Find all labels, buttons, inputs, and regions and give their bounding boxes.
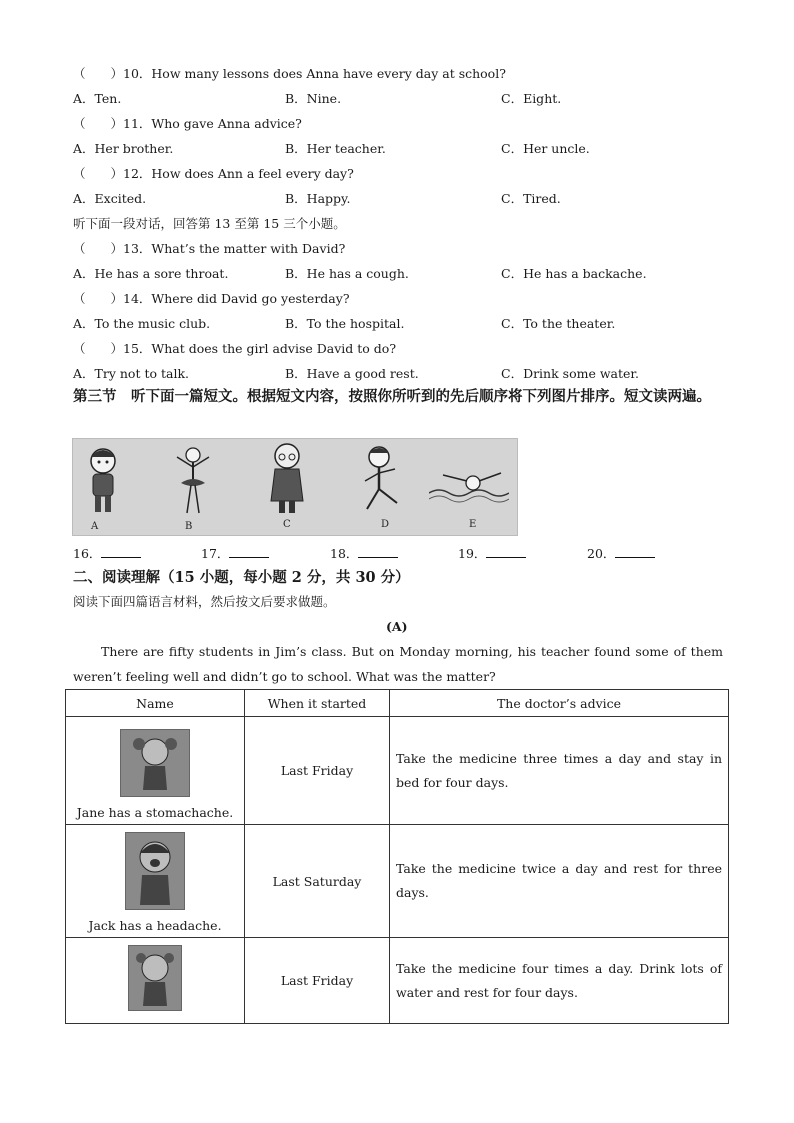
- picture-label-e: E: [469, 519, 477, 530]
- blank-underline[interactable]: [486, 545, 526, 558]
- when-cell: Last Friday: [245, 717, 390, 825]
- running-child-image: [357, 443, 405, 517]
- when-cell: Last Friday: [245, 938, 390, 1024]
- section3-heading: 第三节 听下面一篇短文。根据短文内容，按照你所听到的先后顺序将下列图片排序。短文读两遍。: [73, 388, 711, 405]
- boy-figure-image: [81, 445, 125, 517]
- blank-underline[interactable]: [229, 545, 269, 558]
- q11-option-c: C．Her uncle.: [501, 141, 590, 156]
- blank-number: 17．: [201, 546, 230, 561]
- name-cell: [66, 825, 245, 938]
- picture-label-b: B: [185, 521, 193, 532]
- blank-underline[interactable]: [358, 545, 398, 558]
- question-14: （ ）14．Where did David go yesterday?: [73, 291, 350, 306]
- q14-option-b: B．To the hospital.: [285, 316, 405, 331]
- header-when: When it started: [245, 690, 390, 717]
- q14-option-c: C．To the theater.: [501, 316, 616, 331]
- answer-blank-16[interactable]: [73, 544, 141, 562]
- part2-heading: 二、阅读理解（15 小题，每小题 2 分，共 30 分）: [73, 569, 410, 586]
- q10-option-a: A．Ten.: [73, 91, 122, 106]
- q10-option-b: B．Nine.: [285, 91, 342, 106]
- question-12: （ ）12．How does Ann a feel every day?: [73, 166, 354, 181]
- q12-option-b: B．Happy.: [285, 191, 351, 206]
- picture-label-a: A: [91, 521, 99, 532]
- q15-option-c: C．Drink some water.: [501, 366, 639, 381]
- question-11: （ ）11．Who gave Anna advice?: [73, 116, 302, 131]
- blank-underline[interactable]: [101, 545, 141, 558]
- row-name-text: Jane has a stomachache.: [76, 805, 234, 820]
- answer-blank-20[interactable]: [587, 544, 655, 562]
- blank-number: 16．: [73, 546, 102, 561]
- question-15: （ ）15．What does the girl advise David to do?: [73, 341, 397, 356]
- q14-option-a: A．To the music club.: [73, 316, 211, 331]
- q11-option-b: B．Her teacher.: [285, 141, 386, 156]
- picture-strip: [72, 438, 518, 536]
- q12-option-c: C．Tired.: [501, 191, 561, 206]
- instruction-13-15: 听下面一段对话，回答第 13 至第 15 三个小题。: [73, 216, 346, 231]
- picture-label-c: C: [283, 519, 291, 530]
- blank-number: 20．: [587, 546, 616, 561]
- table-row: [66, 717, 729, 825]
- advice-cell: Take the medicine twice a day and rest for three days.: [390, 825, 729, 938]
- blank-underline[interactable]: [615, 545, 655, 558]
- boy-headache-image: [125, 832, 185, 910]
- advice-cell: Take the medicine three times a day and stay in bed for four days.: [390, 717, 729, 825]
- q13-option-c: C．He has a backache.: [501, 266, 647, 281]
- picture-label-d: D: [381, 519, 390, 530]
- q13-option-a: A．He has a sore throat.: [73, 266, 229, 281]
- ballet-dancer-image: [171, 443, 215, 521]
- header-name: Name: [66, 690, 245, 717]
- part2-instruction: 阅读下面四篇语言材料，然后按文后要求做题。: [73, 594, 336, 609]
- name-cell: [66, 938, 245, 1024]
- q12-option-a: A．Excited.: [73, 191, 147, 206]
- name-cell: [66, 717, 245, 825]
- illness-table: [65, 689, 729, 1024]
- question-13: （ ）13．What’s the matter with David?: [73, 241, 346, 256]
- table-row: [66, 938, 729, 1024]
- girl-toothache-image: [128, 945, 182, 1011]
- q11-option-a: A．Her brother.: [73, 141, 174, 156]
- when-cell: Last Saturday: [245, 825, 390, 938]
- q15-option-b: B．Have a good rest.: [285, 366, 419, 381]
- question-10: （ ）10．How many lessons does Anna have every day at school?: [73, 66, 506, 81]
- blank-number: 19．: [458, 546, 487, 561]
- answer-blank-18[interactable]: [330, 544, 398, 562]
- swimmer-image: [429, 463, 509, 507]
- advice-cell: Take the medicine four times a day. Drink lots of water and rest for four days.: [390, 938, 729, 1024]
- girl-stomachache-image: [120, 729, 190, 797]
- table-row: [66, 825, 729, 938]
- passage-intro: There are fifty students in Jim’s class. But on Monday morning, his teacher found some of them weren’t feeling well and didn’t go to school. What was the matter?: [73, 644, 723, 684]
- header-advice: The doctor’s advice: [390, 690, 729, 717]
- old-woman-image: [265, 441, 309, 517]
- blank-number: 18．: [330, 546, 359, 561]
- q10-option-c: C．Eight.: [501, 91, 562, 106]
- q15-option-a: A．Try not to talk.: [73, 366, 189, 381]
- answer-blank-17[interactable]: [201, 544, 269, 562]
- row-name-text: Jack has a headache.: [88, 918, 222, 933]
- answer-blank-19[interactable]: [458, 544, 526, 562]
- passage-title: (A): [386, 619, 408, 634]
- q13-option-b: B．He has a cough.: [285, 266, 409, 281]
